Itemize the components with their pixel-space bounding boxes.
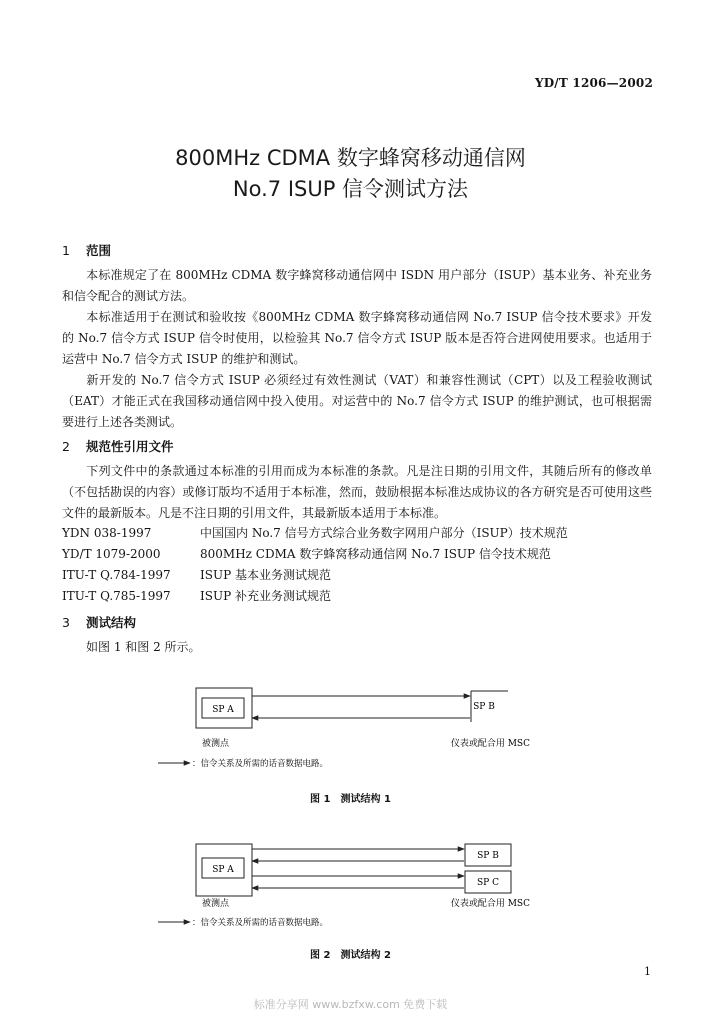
section-1-heading — [62, 241, 111, 259]
reference-code: YDN 038-1997 — [62, 526, 152, 540]
reference-row — [62, 586, 331, 606]
sp-a-label: SP A — [212, 705, 234, 715]
label-tested-point: 被测点 — [202, 739, 230, 749]
reference-title: 中国国内 No.7 信号方式综合业务数字网用户部分（ISUP）技术规范 — [200, 526, 568, 540]
section-2-heading — [62, 437, 174, 455]
sp-c-label: SP C — [477, 878, 499, 888]
section-3-heading — [62, 613, 136, 631]
document-title-line2: No.7 ISUP 信令测试方法 — [232, 177, 469, 201]
standard-code: YD/T 1206—2002 — [534, 76, 653, 90]
figure-2-diagram — [140, 836, 560, 936]
figure-1-caption: 图 1 测试结构 1 — [310, 794, 391, 805]
figure-1-diagram — [140, 680, 560, 780]
sp-b-label: SP B — [473, 702, 495, 712]
section-1-paragraph-2: 本标准适用于在测试和验收按《800MHz CDMA 数字蜂窝移动通信网 No.7 ISUP 信令技术要求》开发的 No.7 信令方式 ISUP 信令时使用，以检验其 No.7 信令方式 ISUP 版本是否符合进网使用要求。也适用于运营中 No.7 信令方式 ISUP 的维护和测试。 — [62, 310, 652, 366]
page-number: 1 — [644, 965, 651, 978]
reference-title: 800MHz CDMA 数字蜂窝移动通信网 No.7 ISUP 信令技术规范 — [200, 547, 551, 561]
figure-2-caption: 图 2 测试结构 2 — [310, 950, 391, 961]
reference-row — [62, 544, 551, 564]
document-title-line1: 800MHz CDMA 数字蜂窝移动通信网 — [175, 146, 526, 170]
sp-b-label: SP B — [477, 851, 499, 861]
reference-code: ITU-T Q.784-1997 — [62, 568, 171, 582]
reference-code: ITU-T Q.785-1997 — [62, 589, 171, 603]
legend-text: ：信令关系及所需的话音数据电路。 — [192, 759, 329, 769]
label-instrument-msc: 仪表或配合用 MSC — [450, 899, 530, 909]
reference-row — [62, 523, 568, 543]
reference-title: ISUP 补充业务测试规范 — [200, 589, 331, 603]
reference-row — [62, 565, 331, 585]
label-instrument-msc: 仪表或配合用 MSC — [450, 739, 530, 749]
legend-text: ：信令关系及所需的话音数据电路。 — [192, 918, 329, 928]
reference-code: YD/T 1079-2000 — [62, 547, 161, 561]
section-number: 2 — [62, 439, 70, 454]
section-2-paragraph-1: 下列文件中的条款通过本标准的引用而成为本标准的条款。凡是注日期的引用文件，其随后所有的修改单（不包括勘误的内容）或修订版均不适用于本标准，然而，鼓励根据本标准达成协议的各方研究是否可使用这些文件的最新版本。凡是不注日期的引用文件，其最新版本适用于本标准。 — [62, 464, 652, 520]
section-title: 范围 — [86, 243, 112, 258]
section-number: 3 — [62, 615, 70, 630]
label-tested-point: 被测点 — [202, 899, 230, 909]
section-title: 规范性引用文件 — [86, 439, 174, 454]
section-1-paragraph-1: 本标准规定了在 800MHz CDMA 数字蜂窝移动通信网中 ISDN 用户部分（ISUP）基本业务、补充业务和信令配合的测试方法。 — [62, 268, 652, 303]
sp-a-label: SP A — [212, 865, 234, 875]
reference-title: ISUP 基本业务测试规范 — [200, 568, 331, 582]
section-number: 1 — [62, 243, 70, 258]
section-title: 测试结构 — [86, 615, 137, 630]
section-1-paragraph-3: 新开发的 No.7 信令方式 ISUP 必须经过有效性测试（VAT）和兼容性测试（CPT）以及工程验收测试（EAT）才能正式在我国移动通信网中投入使用。对运营中的 No.7 信令方式 ISUP 的维护测试，也可根据需要进行上述各类测试。 — [62, 373, 652, 429]
watermark: 标准分享网 www.bzfxw.com 免费下载 — [253, 998, 448, 1011]
section-3-paragraph-1: 如图 1 和图 2 所示。 — [86, 640, 201, 654]
